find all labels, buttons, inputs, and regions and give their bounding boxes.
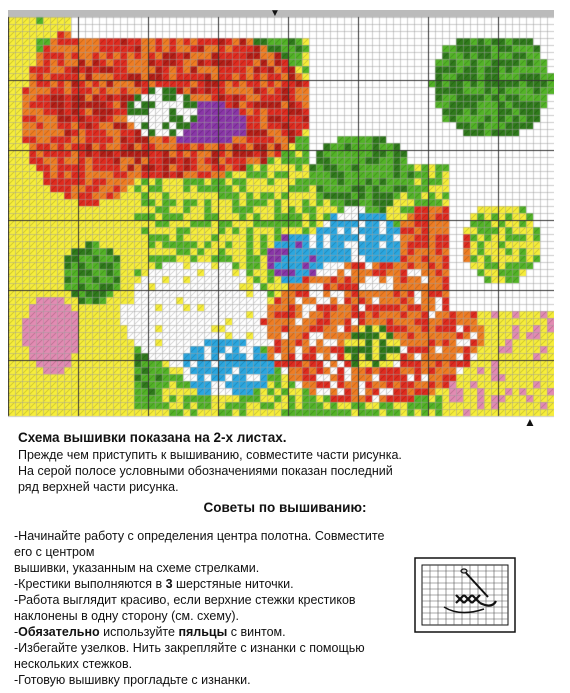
tip-line: наклонены в одну сторону (см. схему). xyxy=(14,609,239,623)
center-arrow-side-icon: ▲ xyxy=(524,415,536,429)
tip-line: вышивки, указанным на схеме стрелками. xyxy=(14,561,260,575)
intro-line: Прежде чем приступить к вышиванию, совместите части рисунка. xyxy=(18,448,402,462)
tip-line: -Работа выглядит красиво, если верхние стежки крестиков xyxy=(14,593,356,607)
intro-line: На серой полосе условными обозначениями показан последний xyxy=(18,464,393,478)
cross-stitch-pattern-chart xyxy=(8,10,554,418)
tip-line: -Крестики выполняются в 3 шерстяные ниточки. xyxy=(14,577,294,591)
center-arrow-top-icon: ▼ xyxy=(270,8,280,19)
cross-stitch-illustration-icon xyxy=(414,557,516,633)
tip-line: -Готовую вышивку прогладьте с изнанки. xyxy=(14,673,251,687)
scheme-heading: Схема вышивки показана на 2-х листах. xyxy=(18,430,287,445)
tip-line: -Обязательно используйте пяльцы с винтом. xyxy=(14,625,286,639)
tip-line: нескольких стежков. xyxy=(14,657,133,671)
tip-line: -Начинайте работу с определения центра полотна. Совместите его с центром xyxy=(14,529,385,559)
intro-line: ряд верхней части рисунка. xyxy=(18,480,179,494)
tips-list xyxy=(14,528,404,688)
pattern-grid xyxy=(8,10,554,418)
tip-line: -Избегайте узелков. Нить закрепляйте с изнанки с помощью xyxy=(14,641,365,655)
tips-title: Советы по вышиванию: xyxy=(203,500,367,515)
scheme-intro xyxy=(18,447,558,495)
